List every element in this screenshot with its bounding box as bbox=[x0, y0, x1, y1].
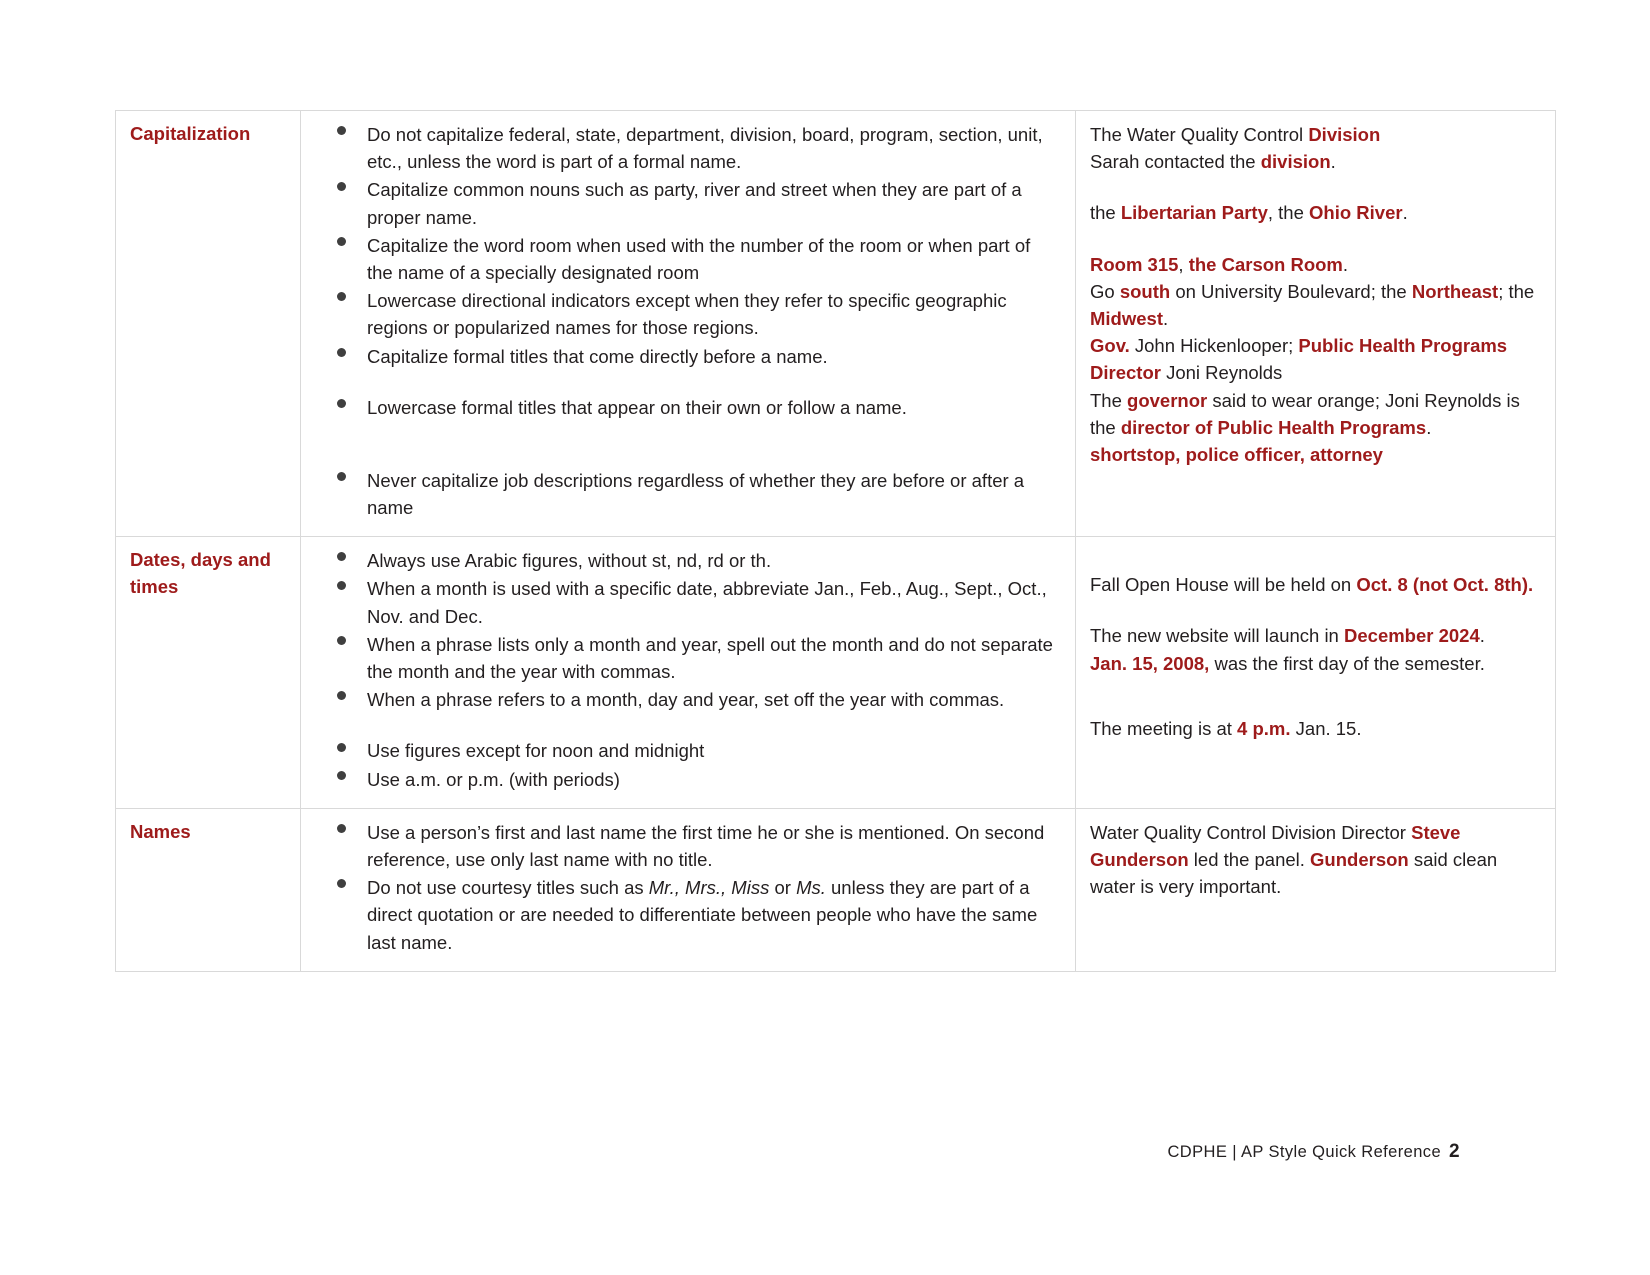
text: The bbox=[1090, 389, 1128, 411]
list-item bbox=[315, 176, 1061, 230]
rule-text: Do not capitalize federal, state, department, division, board, program, section, unit, etc., unless the word is part of a formal name. bbox=[367, 124, 1043, 173]
topic-dates-days-and-times: Dates, days and times bbox=[116, 537, 301, 809]
highlight: December 2024 bbox=[1344, 625, 1480, 647]
example-line bbox=[1090, 387, 1541, 441]
bullet-icon bbox=[337, 399, 346, 408]
bullet-icon bbox=[337, 581, 346, 590]
bullet-icon bbox=[337, 182, 346, 191]
examples-dates bbox=[1076, 537, 1556, 809]
text: . bbox=[1162, 307, 1169, 329]
italic-text: Ms. bbox=[796, 877, 826, 899]
table-row bbox=[116, 111, 1556, 537]
text: was the first day of the semester. bbox=[1209, 652, 1485, 674]
text: led the panel. bbox=[1188, 848, 1311, 870]
highlight: south bbox=[1119, 280, 1171, 302]
italic-text: Mr., Mrs., Miss bbox=[648, 877, 770, 899]
example-line bbox=[1090, 650, 1541, 677]
text: Do not use courtesy titles such as bbox=[367, 877, 649, 899]
text: Joni Reynolds bbox=[1160, 362, 1283, 384]
text: unless they are part of a direct quotation or are needed to differentiate between people who have the same last name. bbox=[367, 877, 1038, 953]
footer-label: CDPHE | AP Style Quick Reference bbox=[1167, 1143, 1442, 1161]
list-item bbox=[315, 394, 1061, 421]
text: said clean water is very important. bbox=[1090, 848, 1498, 898]
text: . bbox=[1402, 202, 1408, 224]
list-item bbox=[315, 547, 1061, 574]
rule-text: Always use Arabic figures, without st, nd, rd or th. bbox=[367, 550, 772, 572]
bullet-icon bbox=[337, 292, 346, 301]
list-item bbox=[315, 343, 1061, 370]
rules-names bbox=[301, 808, 1076, 971]
list-item bbox=[315, 874, 1061, 956]
text: or bbox=[769, 877, 797, 899]
list-item bbox=[315, 287, 1061, 341]
list-item bbox=[315, 575, 1061, 629]
highlight: Jan. 15, 2008, bbox=[1090, 652, 1210, 674]
bullet-icon bbox=[337, 237, 346, 246]
rule-text: Use figures except for noon and midnight bbox=[367, 740, 705, 762]
example-line bbox=[1090, 199, 1541, 226]
highlight: shortstop, police officer, attorney bbox=[1090, 443, 1383, 465]
page-number: 2 bbox=[1449, 1141, 1460, 1162]
text: Go bbox=[1090, 280, 1120, 302]
bullet-icon bbox=[337, 771, 346, 780]
text: , bbox=[1178, 253, 1189, 275]
example-line bbox=[1090, 441, 1541, 468]
highlight: Room 315 bbox=[1090, 253, 1179, 275]
list-item bbox=[315, 766, 1061, 793]
highlight: division bbox=[1260, 151, 1331, 173]
highlight: Libertarian Party bbox=[1120, 202, 1268, 224]
highlight: director of Public Health Programs bbox=[1120, 416, 1427, 438]
highlight: Steve Gunderson bbox=[1090, 821, 1461, 870]
text: on University Boulevard; the bbox=[1170, 280, 1412, 302]
text: . bbox=[1342, 253, 1349, 275]
highlight: Midwest bbox=[1090, 307, 1163, 329]
text: , the bbox=[1267, 202, 1310, 224]
text: The meeting is at bbox=[1090, 717, 1238, 739]
rule-text: Never capitalize job descriptions regardless of whether they are before or after a name bbox=[367, 469, 1025, 519]
examples-names bbox=[1076, 808, 1556, 971]
text: Fall Open House will be held on bbox=[1090, 574, 1357, 596]
bullet-icon bbox=[337, 126, 346, 135]
highlight: Gunderson bbox=[1310, 848, 1409, 870]
bullet-icon bbox=[337, 636, 346, 645]
bullet-icon bbox=[337, 348, 346, 357]
rule-text: Use a.m. or p.m. (with periods) bbox=[367, 768, 620, 790]
highlight: Oct. 8 (not Oct. 8th). bbox=[1356, 574, 1534, 596]
rule-text: When a month is used with a specific date, abbreviate Jan., Feb., Aug., Sept., Oct., Nov. and Dec. bbox=[367, 578, 1047, 627]
text: The Water Quality Control bbox=[1090, 124, 1309, 145]
page-footer bbox=[1167, 1141, 1460, 1163]
table-row bbox=[116, 808, 1556, 971]
example-line bbox=[1090, 571, 1541, 598]
list-item bbox=[315, 121, 1061, 175]
rule-text: When a phrase lists only a month and year, spell out the month and do not separate the month and the year with commas. bbox=[367, 633, 1053, 682]
example-line bbox=[1090, 251, 1541, 278]
bullet-icon bbox=[337, 552, 346, 561]
list-item bbox=[315, 737, 1061, 764]
rule-text: Lowercase formal titles that appear on their own or follow a name. bbox=[367, 396, 907, 418]
text: said to wear orange; Joni Reynolds is the bbox=[1090, 389, 1520, 438]
topic-names: Names bbox=[116, 808, 301, 971]
text: John Hickenlooper; bbox=[1129, 335, 1299, 357]
example-line bbox=[1090, 622, 1541, 649]
rule-text: Use a person’s first and last name the first time he or she is mentioned. On second reference, use only last name with no title. bbox=[367, 821, 1045, 870]
list-item bbox=[315, 686, 1061, 713]
highlight: governor bbox=[1127, 389, 1208, 411]
text: . bbox=[1330, 151, 1336, 173]
list-item bbox=[315, 631, 1061, 685]
example-line bbox=[1090, 715, 1541, 742]
text: Jan. 15. bbox=[1290, 717, 1362, 739]
rule-text: Capitalize the word room when used with the number of the room or when part of the name of a specially designated room bbox=[367, 234, 1031, 283]
example-line bbox=[1090, 332, 1541, 386]
text: Water Quality Control Division Director bbox=[1090, 821, 1412, 843]
highlight: Gov. bbox=[1090, 335, 1130, 357]
bullet-icon bbox=[337, 743, 346, 752]
highlight: 4 p.m. bbox=[1237, 717, 1291, 739]
list-item bbox=[315, 819, 1061, 873]
example-line bbox=[1090, 148, 1541, 175]
table-row bbox=[116, 537, 1556, 809]
rules-capitalization bbox=[301, 111, 1076, 537]
topic-capitalization: Capitalization bbox=[116, 111, 301, 537]
highlight: Public Health Programs Director bbox=[1090, 335, 1508, 384]
rule-text: Capitalize common nouns such as party, river and street when they are part of a proper name. bbox=[367, 179, 1022, 228]
bullet-icon bbox=[337, 691, 346, 700]
style-guide-table bbox=[115, 110, 1556, 972]
text: the bbox=[1090, 202, 1121, 224]
text: . bbox=[1426, 416, 1432, 438]
rule-text: Lowercase directional indicators except when they refer to specific geographic regions or popularized names for those regions. bbox=[367, 290, 1007, 339]
bullet-icon bbox=[337, 824, 346, 833]
highlight: the Carson Room bbox=[1188, 253, 1343, 275]
example-line bbox=[1090, 278, 1541, 332]
text: The new website will launch in bbox=[1090, 625, 1344, 647]
rule-text bbox=[367, 877, 1037, 952]
rules-dates bbox=[301, 537, 1076, 809]
highlight: Ohio River bbox=[1309, 202, 1403, 224]
text: Sarah contacted the bbox=[1090, 151, 1261, 173]
text: ; the bbox=[1498, 280, 1535, 302]
examples-capitalization bbox=[1076, 111, 1556, 537]
list-item bbox=[315, 232, 1061, 286]
bullet-icon bbox=[337, 472, 346, 481]
example-line bbox=[1090, 121, 1541, 148]
list-item bbox=[315, 467, 1061, 521]
example-line bbox=[1090, 819, 1541, 901]
highlight: Northeast bbox=[1411, 280, 1499, 302]
text: . bbox=[1479, 625, 1485, 647]
rule-text: Capitalize formal titles that come directly before a name. bbox=[367, 345, 828, 367]
bullet-icon bbox=[337, 879, 346, 888]
highlight: Division bbox=[1308, 124, 1381, 145]
rule-text: When a phrase refers to a month, day and year, set off the year with commas. bbox=[367, 689, 1005, 711]
